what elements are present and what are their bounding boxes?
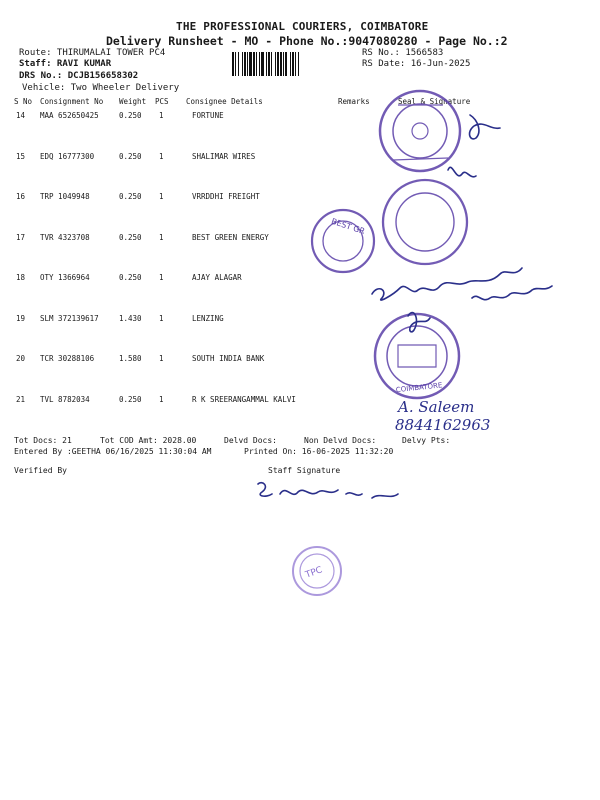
row-sno: 14: [16, 111, 26, 120]
row-weight: 0.250: [119, 192, 142, 201]
drs-number: DRS No.: DCJB156658302: [19, 71, 139, 81]
row-consignee: SHALIMAR WIRES: [192, 152, 256, 161]
rs-number: RS No.: 1566583: [362, 48, 444, 58]
receiver-name: A. Saleem: [398, 398, 475, 416]
barcode: [232, 52, 350, 76]
row-sno: 16: [16, 192, 26, 201]
vehicle: Vehicle: Two Wheeler Delivery: [22, 83, 180, 93]
row-pcs: 1: [159, 314, 164, 323]
row-consignment: TCR 30288106: [40, 354, 95, 363]
staff-signature-label: Staff Signature: [268, 466, 341, 475]
row-consignment: SLM 372139617: [40, 314, 99, 323]
col-remarks: Remarks: [338, 97, 370, 106]
row-pcs: 1: [159, 354, 164, 363]
row-consignment: EDQ 16777300: [40, 152, 95, 161]
row-pcs: 1: [159, 192, 164, 201]
row-consignment: TVL 8782034: [40, 395, 90, 404]
row-pcs: 1: [159, 152, 164, 161]
row-pcs: 1: [159, 233, 164, 242]
round-seal-stamp: [375, 314, 459, 398]
row-consignment: TRP 1049948: [40, 192, 90, 201]
company-title: THE PROFESSIONAL COURIERS, COIMBATORE: [176, 20, 429, 33]
row-pcs: 1: [159, 395, 164, 404]
row-sno: 20: [16, 354, 26, 363]
col-weight: Weight: [119, 97, 147, 106]
non-delivered-docs: Non Delvd Docs:: [304, 436, 377, 445]
col-seal: Seal & Signature: [398, 97, 471, 106]
row-sno: 18: [16, 273, 26, 282]
row-consignee: AJAY ALAGAR: [192, 273, 242, 282]
row-weight: 0.250: [119, 152, 142, 161]
round-seal-stamp: [312, 210, 374, 272]
entered-by: Entered By :GEETHA 06/16/2025 11:30:04 AM: [14, 447, 212, 456]
row-sno: 15: [16, 152, 26, 161]
delivered-docs: Delvd Docs:: [224, 436, 277, 445]
row-weight: 1.580: [119, 354, 142, 363]
row-consignment: MAA 652650425: [40, 111, 99, 120]
printed-on: Printed On: 16-06-2025 11:32:20: [244, 447, 394, 456]
round-seal-stamp: [293, 547, 341, 595]
receiver-phone: 8844162963: [395, 416, 491, 434]
stamp-text: BEST GR: [330, 216, 367, 237]
row-weight: 0.250: [119, 233, 142, 242]
row-consignee: FORTUNE: [192, 111, 224, 120]
row-sno: 19: [16, 314, 26, 323]
row-consignee: SOUTH INDIA BANK: [192, 354, 265, 363]
col-consignee: Consignee Details: [186, 97, 263, 106]
row-consignment: TVR 4323708: [40, 233, 90, 242]
row-pcs: 1: [159, 111, 164, 120]
total-cod-amount: Tot COD Amt: 2028.00: [100, 436, 197, 445]
staff: Staff: RAVI KUMAR: [19, 59, 112, 69]
col-pcs: PCS: [155, 97, 169, 106]
delivery-points: Delvy Pts:: [402, 436, 451, 445]
row-weight: 0.250: [119, 273, 142, 282]
barcode-bar: [298, 52, 299, 76]
round-seal-stamp: [383, 180, 467, 264]
row-weight: 0.250: [119, 395, 142, 404]
rs-date: RS Date: 16-Jun-2025: [362, 59, 471, 69]
row-consignee: BEST GREEN ENERGY: [192, 233, 269, 242]
row-sno: 21: [16, 395, 26, 404]
stamp-text: TPC: [304, 565, 324, 581]
total-docs: Tot Docs: 21: [14, 436, 72, 445]
runsheet-subtitle: Delivery Runsheet - MO - Phone No.:9047080280 - Page No.:2: [106, 34, 508, 48]
verified-by-label: Verified By: [14, 466, 67, 475]
row-consignment: OTY 1366964: [40, 273, 90, 282]
row-pcs: 1: [159, 273, 164, 282]
stamp-text: COIMBATORE: [395, 381, 443, 395]
row-consignee: LENZING: [192, 314, 224, 323]
row-consignee: VRRDDHI FREIGHT: [192, 192, 260, 201]
row-weight: 0.250: [119, 111, 142, 120]
col-sno: S No: [14, 97, 33, 106]
row-weight: 1.430: [119, 314, 142, 323]
col-consignment: Consignment No: [40, 97, 104, 106]
route: Route: THIRUMALAI TOWER PC4: [19, 48, 166, 58]
row-consignee: R K SREERANGAMMAL KALVI: [192, 395, 296, 404]
row-sno: 17: [16, 233, 26, 242]
